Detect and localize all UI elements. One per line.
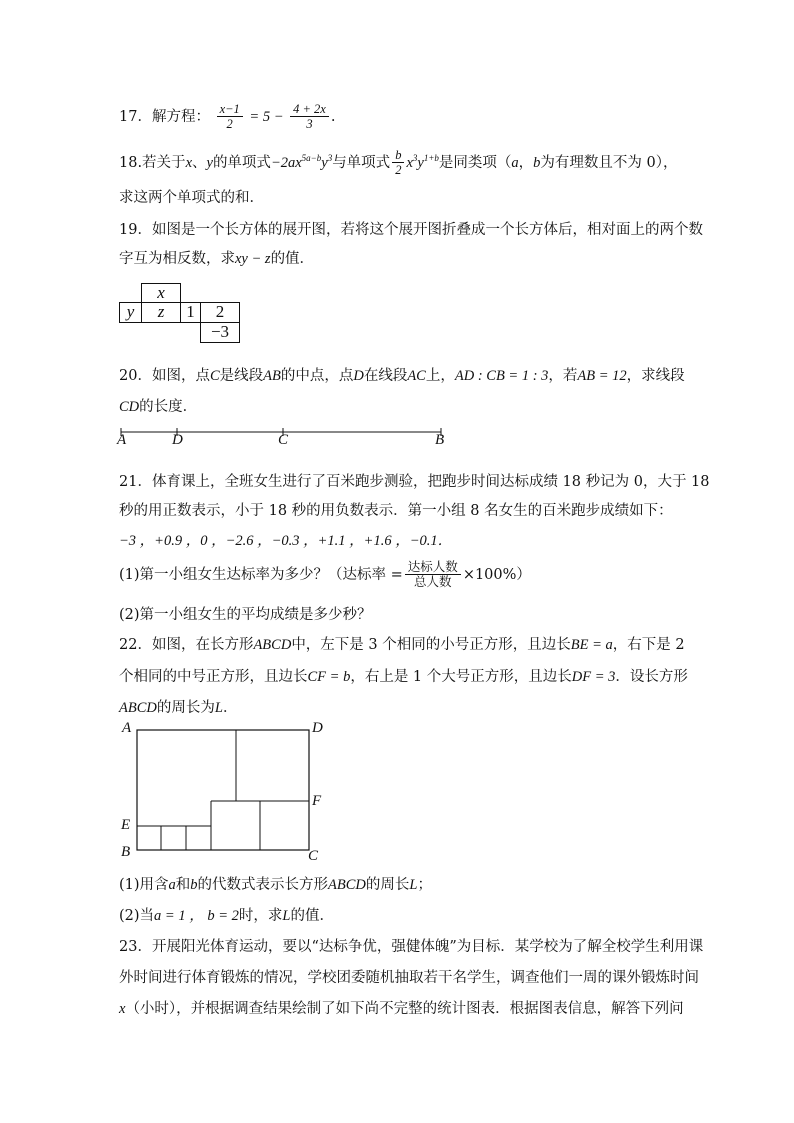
- q21-rate-fraction: $\frac{\text{达标人数}}{\text{总人数}}$: [405, 560, 461, 590]
- q20-segment-ac: AC: [407, 368, 426, 384]
- q21-sub1-end: ×100%）: [462, 566, 531, 583]
- question-22-sub-1: [119, 873, 432, 894]
- q20-text-g: ，求线段: [626, 368, 685, 384]
- q22-sub2-L: L: [282, 908, 291, 924]
- net-cell-2: 2: [200, 302, 240, 323]
- q17-fraction-2: $\frac{4 + 2x}{3}$: [290, 102, 329, 132]
- question-22-line-2: [119, 665, 688, 686]
- label-a: A: [117, 432, 127, 448]
- label-d: D: [172, 432, 183, 448]
- q18-text-d: 是同类项（: [438, 154, 512, 171]
- q18-var-a: a: [511, 154, 519, 171]
- q22-sub2-a: (2)当: [119, 908, 155, 924]
- question-20-line-1: [119, 364, 685, 385]
- q20-text-f: ，若: [548, 368, 578, 384]
- net-cell-neg3: −3: [200, 322, 240, 343]
- question-20-line-2: [119, 395, 197, 416]
- rectangle-figure: [136, 729, 311, 853]
- q18-text-b: 的单项式: [212, 154, 271, 171]
- question-21-sub-2: (2)第一小组女生的平均成绩是多少秒？: [119, 607, 372, 623]
- question-19-line-1: 19．如图是一个长方体的展开图，若将这个展开图折叠成一个长方体后，相对面上的两个数: [119, 222, 703, 238]
- label-c: C: [278, 432, 289, 448]
- question-21-line-2: 秒的用正数表示，小于 18 秒的用负数表示．第一小组 8 名女生的百米跑步成绩如下：: [119, 503, 673, 519]
- q22-rect-name-2: ABCD: [119, 700, 157, 716]
- q18-text-c: 与单项式: [332, 154, 391, 171]
- question-18-line-2: 求这两个单项式的和．: [119, 190, 264, 206]
- q22-L: L: [214, 700, 223, 716]
- q20-text-a: 20．如图，点: [119, 368, 210, 384]
- q20-segment-ab: AB: [263, 368, 281, 384]
- question-23-line-2: 外时间进行体育锻炼的情况，学校团委随机抽取若干名学生，调查他们一周的课外锻炼时间: [119, 970, 699, 986]
- question-22-sub-2: [119, 904, 334, 925]
- rect-label-b: B: [121, 844, 131, 860]
- rect-label-d: D: [312, 720, 323, 736]
- q19-expression: xy − z: [235, 251, 271, 267]
- q20-point-d: D: [353, 368, 364, 384]
- q22-rect-name: ABCD: [253, 637, 292, 653]
- question-23-line-3: [119, 997, 684, 1018]
- q17-fraction-1: $\frac{x-1}{2}$: [217, 102, 243, 132]
- question-21-line-1: 21．体育课上，全班女生进行了百米跑步测验，把跑步时间达标成绩 18 秒记为 0，大于 18: [119, 474, 710, 490]
- q22-text-h: ．: [222, 700, 238, 716]
- q22-text-e: ，右上是 1 个大号正方形，且边长: [350, 669, 572, 685]
- q22-sub1-var-b: b: [190, 877, 198, 893]
- q17-middle: = 5 −: [249, 108, 284, 125]
- rect-label-e: E: [121, 817, 131, 833]
- q18-fraction: $\frac{b}{2}$: [392, 148, 404, 178]
- q18-var-b: b: [533, 154, 541, 171]
- q22-be: BE = a: [570, 637, 613, 653]
- q19-text-b: 的值．: [270, 251, 315, 267]
- q22-text-b: 中，左下是 3 个相同的小号正方形，且边长: [291, 637, 571, 653]
- q19-text-a: 字互为相反数，求: [119, 251, 235, 267]
- q22-sub1-c: 的代数式表示长方形: [197, 877, 329, 893]
- q22-text-f: ．设长方形: [615, 669, 688, 685]
- q22-sub1-L: L: [409, 877, 418, 893]
- q20-text-b: 是线段: [219, 368, 264, 384]
- q18-monomial-1: $-2ax^{5a-b}y^3$: [270, 153, 333, 171]
- q22-sub2-c: 的值．: [290, 908, 334, 924]
- q22-sub2-b: 时，求: [238, 908, 283, 924]
- question-18-line-1: [119, 148, 677, 178]
- question-23-line-1: 23．开展阳光体育运动，要以“达标争优，强健体魄”为目标．某学校为了解全校学生利用课: [119, 939, 704, 955]
- q22-sub2-condition: a = 1 ， b = 2: [154, 908, 239, 924]
- q21-sub1-text: (1)第一小组女生达标率为多少？（达标率 =: [119, 566, 403, 583]
- q17-number: 17．: [119, 108, 152, 125]
- rect-label-f: F: [312, 793, 322, 809]
- question-22-line-3: [119, 696, 237, 717]
- net-cell-x: x: [141, 283, 181, 303]
- q20-text-e: 上，: [425, 368, 455, 384]
- question-19-line-2: [119, 247, 314, 268]
- q22-sub1-rect: ABCD: [328, 877, 366, 893]
- q22-text-d: 个相同的中号正方形，且边长: [119, 669, 308, 685]
- q22-sub1-var-a: a: [168, 877, 176, 893]
- q22-cf: CF = b: [307, 669, 351, 685]
- q20-text-c: 的中点，点: [280, 368, 354, 384]
- net-cell-1: 1: [180, 302, 201, 323]
- q18-sep: 、: [192, 154, 207, 171]
- q18-comma: ，: [518, 154, 534, 171]
- q20-segment-cd: CD: [119, 399, 140, 415]
- q20-ratio: AD : CB = 1 : 3: [454, 368, 549, 384]
- q18-text-a: 18.若关于: [119, 154, 186, 171]
- q22-text-c: ，右下是 2: [612, 637, 685, 653]
- q22-sub1-g: ；: [417, 877, 432, 893]
- q22-sub1-e: 的周长: [365, 877, 410, 893]
- net-cell-z: z: [141, 302, 181, 323]
- q20-ab-value: AB = 12: [577, 368, 627, 384]
- question-17: [119, 102, 335, 132]
- q18-monomial-2: $x^3y^{1+b}$: [406, 153, 439, 171]
- q20-text-end: 的长度．: [139, 399, 198, 415]
- rect-abcd: [137, 730, 309, 850]
- q22-text-g: 的周长为: [156, 700, 215, 716]
- label-b: B: [435, 432, 445, 448]
- q22-sub1-a: (1)用含: [119, 877, 169, 893]
- rect-label-c: C: [308, 848, 319, 864]
- q22-df: DF = 3: [571, 669, 616, 685]
- q23-text: （小时），并根据调查结果绘制了如下尚不完整的统计图表．根据图表信息，解答下列问: [125, 1001, 684, 1017]
- rect-label-a: A: [122, 720, 132, 736]
- q18-text-e: 为有理数且不为 0），: [540, 154, 678, 171]
- q20-point-c: C: [209, 368, 220, 384]
- question-22-line-1: [119, 633, 685, 654]
- q18-var-y: y: [206, 154, 213, 171]
- question-21-sub-1: [119, 560, 531, 590]
- q23-var-x: x: [119, 1001, 126, 1017]
- q22-sub1-b: 和: [175, 877, 191, 893]
- q22-text-a: 22．如图，在长方形: [119, 637, 254, 653]
- question-21-scores: −3 ，+0.9 ，0 ，−2.6 ，−0.3 ，+1.1 ，+1.6 ，−0.1．: [119, 533, 453, 549]
- q20-text-d: 在线段: [363, 368, 408, 384]
- q17-text: 解方程：: [151, 108, 210, 125]
- q17-end: .: [330, 108, 336, 125]
- q18-var-x: x: [185, 154, 192, 171]
- net-cell-y: y: [119, 302, 142, 323]
